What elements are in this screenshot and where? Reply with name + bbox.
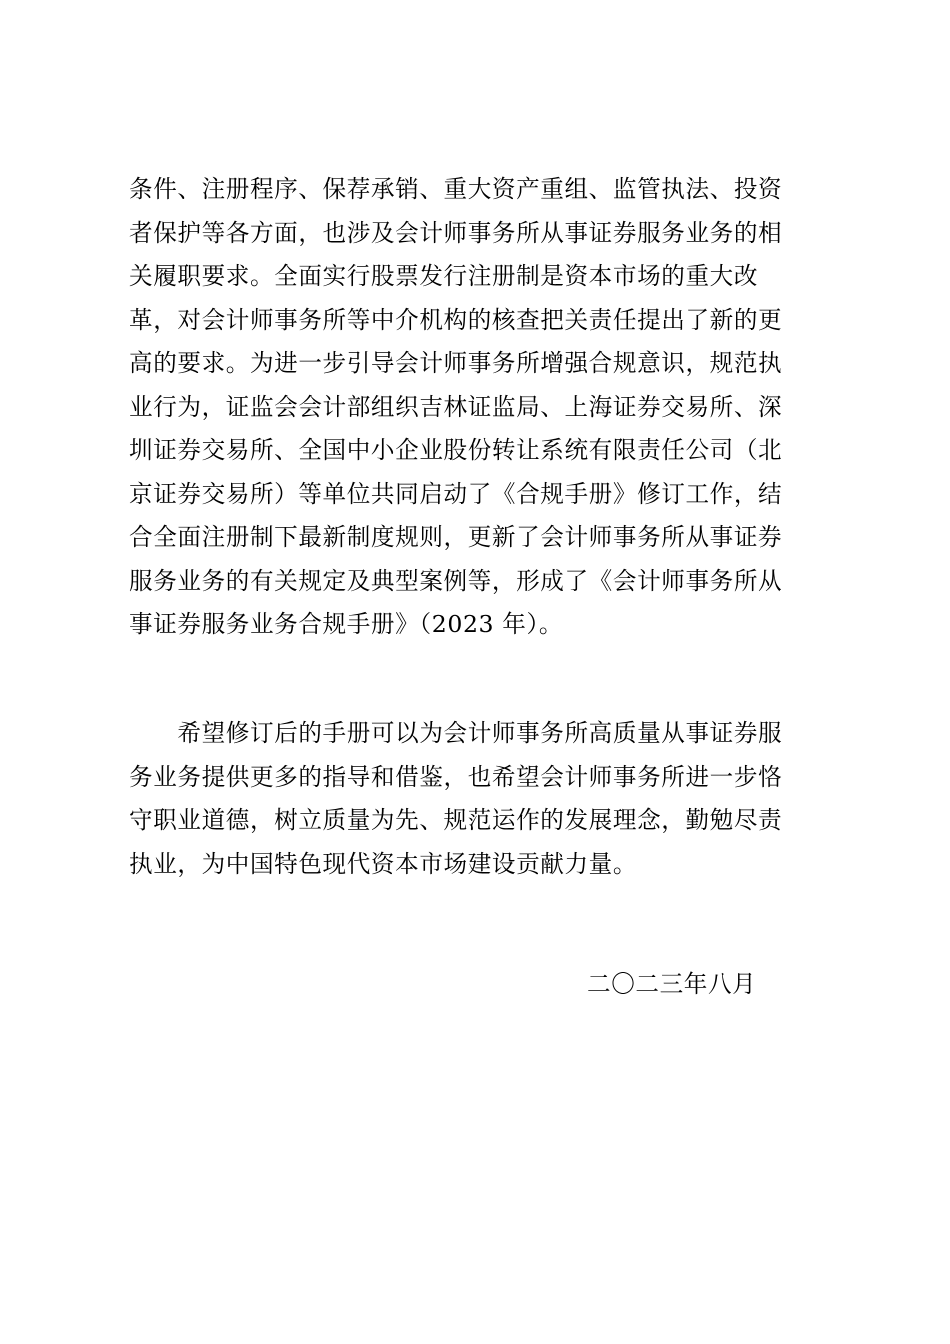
text-line: 服务业务的有关规定及典型案例等，形成了《会计师事务所从: [129, 566, 783, 595]
text-line: 京证券交易所）等单位共同启动了《合规手册》修订工作，结: [129, 479, 783, 508]
paragraph-2: [129, 712, 829, 886]
text-line: 执业，为中国特色现代资本市场建设贡献力量。: [129, 849, 638, 878]
text-line: 合全面注册制下最新制度规则，更新了会计师事务所从事证券: [129, 523, 783, 551]
text-line: 者保护等各方面，也涉及会计师事务所从事证券服务业务的相: [129, 218, 783, 247]
text-line: 高的要求。为进一步引导会计师事务所增强合规意识，规范执: [129, 349, 783, 377]
text-line: 关履职要求。全面实行股票发行注册制是资本市场的重大改: [129, 262, 759, 290]
paragraph-1: [129, 168, 829, 647]
text-line: 务业务提供更多的指导和借鉴，也希望会计师事务所进一步恪: [129, 762, 783, 791]
text-line: 革，对会计师事务所等中介机构的核查把关责任提出了新的更: [129, 305, 783, 334]
text-line: 条件、注册程序、保荐承销、重大资产重组、监管执法、投资: [129, 175, 783, 203]
text-line: 希望修订后的手册可以为会计师事务所高质量从事证券服: [129, 719, 783, 747]
text-line: 事证券服务业务合规手册》（2023 年）。: [129, 610, 564, 638]
text-line: 业行为，证监会会计部组织吉林证监局、上海证券交易所、深: [129, 392, 783, 421]
text-line: 圳证券交易所、全国中小企业股份转让系统有限责任公司（北: [129, 436, 783, 464]
document-date: 二〇二三年八月: [587, 970, 757, 998]
text-line: 守职业道德，树立质量为先、规范运作的发展理念，勤勉尽责: [129, 806, 783, 834]
